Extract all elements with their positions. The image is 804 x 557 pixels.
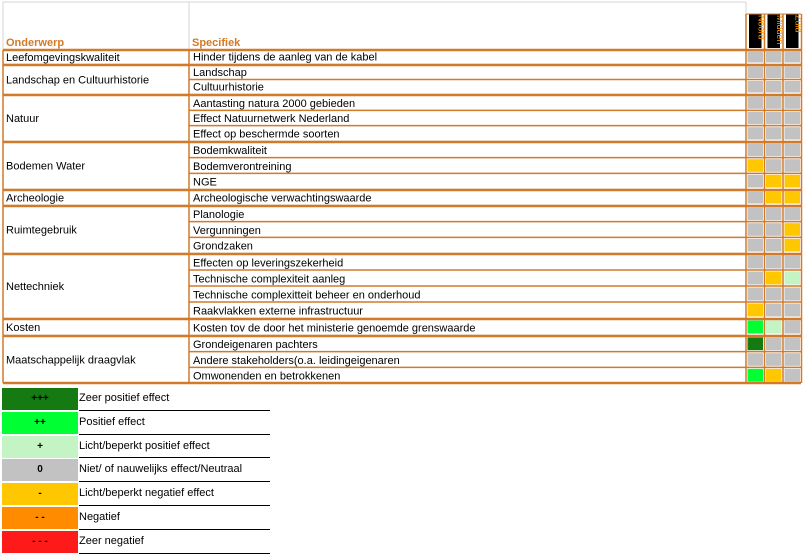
score-cell-zuid [785, 97, 801, 109]
score-cell-noord [748, 288, 764, 301]
score-cell-noord [748, 208, 764, 221]
legend-underline [79, 410, 270, 411]
subject-label: Maatschappelijk draagvlak [6, 354, 136, 367]
specific-label: Landschap [193, 67, 247, 79]
specific-cell [189, 237, 746, 253]
score-cell-zuid [785, 67, 801, 79]
score-cell-zuid [785, 223, 801, 236]
score-cell-midden [766, 304, 782, 317]
score-cell-noord [748, 353, 764, 366]
specific-label: Planologie [193, 209, 245, 222]
score-cell-midden [766, 67, 782, 79]
legend-underline [79, 505, 270, 506]
score-cell-zuid [785, 52, 801, 63]
score-cell-noord [748, 144, 764, 157]
score-cell-zuid [785, 321, 801, 334]
score-cell-zuid [785, 208, 801, 221]
score-cell-midden [766, 112, 782, 124]
legend-swatch: - [2, 483, 78, 505]
specific-cell [189, 80, 746, 95]
specific-label: Technische complexitteit beheer en onderhoud [193, 289, 421, 302]
score-cell-noord [748, 159, 764, 172]
specific-label: Cultuurhistorie [193, 81, 264, 94]
score-cell-zuid [785, 127, 801, 139]
specific-label: NGE [193, 176, 217, 189]
score-cell-noord [748, 192, 764, 204]
subject-label: Bodemen Water [6, 160, 86, 173]
score-cell-zuid [785, 256, 801, 269]
specific-label: Effect Natuurnetwerk Nederland [193, 113, 350, 126]
score-cell-zuid [785, 304, 801, 317]
header-onderwerp: Onderwerp [6, 37, 65, 49]
score-cell-noord [748, 67, 764, 79]
specific-label: Bodemkwaliteit [193, 145, 267, 158]
legend-label: Niet/ of nauwelijks effect/Neutraal [79, 463, 243, 476]
subject-label: Kosten [6, 322, 41, 334]
score-cell-zuid [785, 369, 801, 382]
legend-row [0, 507, 270, 531]
variant-header-zuid: Zuid [793, 15, 804, 33]
legend-row [0, 531, 270, 555]
score-cell-noord [748, 256, 764, 269]
score-cell-noord [748, 52, 764, 63]
legend-swatch: + [2, 436, 78, 458]
score-cell-noord [748, 97, 764, 109]
score-cell-zuid [785, 159, 801, 172]
legend-row [0, 436, 270, 460]
score-cell-zuid [785, 112, 801, 124]
specific-label: Aantasting natura 2000 gebieden [193, 97, 356, 110]
variant-header-noord: Noord [756, 15, 767, 40]
score-cell-midden [766, 239, 782, 252]
specific-label: Raakvlakken externe infrastructuur [193, 305, 363, 318]
score-cell-noord [748, 223, 764, 236]
score-cell-midden [766, 338, 782, 351]
score-cell-midden [766, 288, 782, 301]
variant-header-midden: Midden [774, 15, 785, 45]
legend-underline [79, 434, 270, 435]
legend-label: Zeer negatief [79, 534, 144, 547]
score-cell-midden [766, 353, 782, 366]
score-cell-zuid [785, 192, 801, 204]
specific-label: Bodemverontreining [193, 160, 292, 173]
score-cell-noord [748, 239, 764, 252]
score-cell-midden [766, 321, 782, 334]
score-cell-midden [766, 52, 782, 63]
score-cell-zuid [785, 272, 801, 285]
score-cell-noord [748, 321, 764, 334]
specific-label: Effecten op leveringszekerheid [193, 257, 344, 270]
specific-label: Vergunningen [193, 224, 261, 237]
specific-label: Grondzaken [193, 240, 253, 253]
specific-label: Archeologische verwachtingswaarde [193, 192, 372, 205]
legend-swatch: - - - [2, 531, 78, 553]
score-cell-midden [766, 144, 782, 157]
score-cell-midden [766, 127, 782, 139]
header-cell-specific [189, 2, 746, 50]
score-cell-midden [766, 192, 782, 204]
legend-row [0, 412, 270, 436]
score-cell-noord [748, 369, 764, 382]
specific-label: Technische complexiteit aanleg [193, 273, 346, 286]
score-cell-noord [748, 175, 764, 188]
score-cell-midden [766, 159, 782, 172]
score-cell-noord [748, 304, 764, 317]
legend-underline [79, 529, 270, 530]
score-cell-zuid [785, 81, 801, 93]
legend-swatch: - - [2, 507, 78, 529]
score-cell-zuid [785, 338, 801, 351]
score-cell-zuid [785, 144, 801, 157]
specific-label: Grondeigenaren pachters [193, 339, 318, 352]
specific-label: Hinder tijdens de aanleg van de kabel [193, 51, 378, 64]
score-cell-midden [766, 272, 782, 285]
legend-row [0, 483, 270, 507]
specific-cell [189, 65, 746, 80]
score-cell-zuid [785, 239, 801, 252]
score-cell-zuid [785, 288, 801, 301]
score-cell-zuid [785, 175, 801, 188]
legend-label: Positief effect [79, 415, 145, 428]
subject-label: Natuur [6, 113, 40, 125]
subject-label: Leefomgevingskwaliteit [6, 52, 120, 64]
legend-swatch: ++ [2, 412, 78, 434]
score-cell-noord [748, 272, 764, 285]
legend-underline [79, 481, 270, 482]
legend-underline [79, 457, 270, 458]
subject-label: Nettechniek [6, 281, 65, 293]
subject-label: Archeologie [6, 192, 65, 205]
score-cell-zuid [785, 353, 801, 366]
score-cell-midden [766, 223, 782, 236]
legend [0, 388, 270, 555]
header-specifiek: Specifiek [192, 37, 241, 49]
legend-label: Zeer positief effect [79, 392, 170, 404]
specific-label: Effect op beschermde soorten [193, 128, 340, 141]
legend-underline [79, 553, 270, 554]
specific-cell [189, 173, 746, 189]
legend-row [0, 388, 270, 412]
legend-label: Negatief [79, 510, 120, 523]
legend-swatch: +++ [2, 388, 78, 410]
score-cell-noord [748, 127, 764, 139]
specific-label: Kosten tov de door het ministerie genoemde grenswaarde [193, 322, 476, 335]
specific-label: Andere stakeholders(o.a. leidingeigenaren [193, 354, 400, 367]
legend-label: Licht/beperkt negatief effect [79, 487, 214, 500]
specific-cell [189, 142, 746, 158]
score-cell-midden [766, 97, 782, 109]
specific-cell [189, 222, 746, 238]
score-cell-midden [766, 175, 782, 188]
subject-label: Landschap en Cultuurhistorie [6, 74, 150, 87]
subject-label: Ruimtegebruik [6, 224, 77, 237]
specific-cell [189, 206, 746, 222]
legend-row [0, 459, 270, 483]
score-cell-noord [748, 81, 764, 93]
score-cell-midden [766, 369, 782, 382]
score-cell-midden [766, 208, 782, 221]
score-cell-midden [766, 256, 782, 269]
legend-swatch: 0 [2, 459, 78, 481]
score-cell-noord [748, 338, 764, 351]
legend-label: Licht/beperkt positief effect [79, 439, 210, 452]
score-cell-noord [748, 112, 764, 124]
score-cell-midden [766, 81, 782, 93]
specific-label: Omwonenden en betrokkenen [193, 370, 341, 383]
